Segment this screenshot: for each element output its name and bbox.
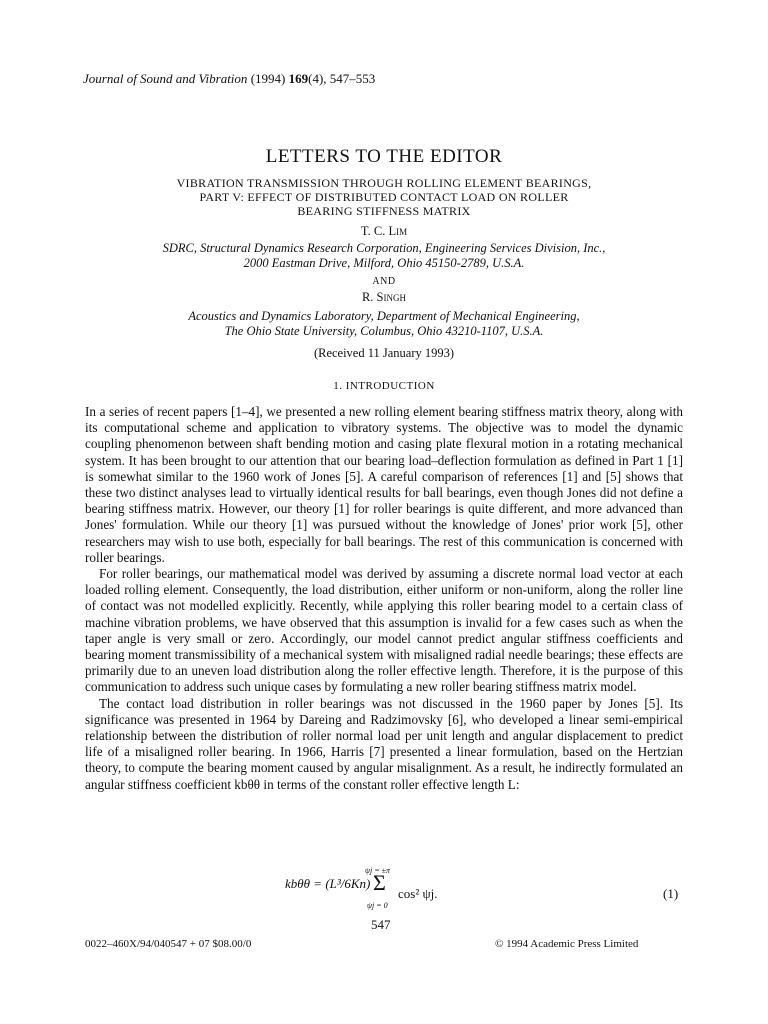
- summation-lower-limit: ψj = 0: [367, 901, 388, 910]
- received-date: (Received 11 January 1993): [313, 346, 455, 360]
- body-paragraph: In a series of recent papers [1–4], we presented a new rolling element bearing stiffness matrix theory, along with its computational scheme and application to vibratory systems. The objective was to model the dynamic coupling phenomenon between shaft bending motion and casing plate flexural motion in a rotating mechanical system. It has been brought to our attention that our bearing load–deflection formulation as defined in Part 1 [1] is somewhat similar to the 1960 work of Jones [5]. A careful comparison of references [1] and [5] shows that these two distinct analyses lead to virtually identical results for ball bearings, even though Jones did not define a bearing stiffness matrix. However, our theory [1] for roller bearings is quite different, and more advanced than Jones' formulation. While our theory [1] was pursued without the knowledge of Jones' prior work [5], other researchers may wish to use both, especially for ball bearings. The rest of this communication is concerned with roller bearings.: [85, 404, 683, 565]
- body-paragraph: The contact load distribution in roller bearings was not discussed in the 1960 paper by Jones [5]. Its significance was presented in 1964 by Dareing and Radzimovsky [6], who developed a linear semi-empirical relationship between the distribution of roller normal load per unit length and angular displacement to predict life of a misaligned roller bearing. In 1966, Harris [7] presented a linear formulation, based on the Hertzian theory, to compute the bearing moment caused by angular misalignment. As a result, he indirectly formulated an angular stiffness coefficient kbθθ in terms of the constant roller effective length L:: [85, 695, 683, 792]
- summation-symbol: Σ: [373, 870, 386, 895]
- journal-issue-pages: (4), 547–553: [308, 71, 376, 86]
- affiliation-line: SDRC, Structural Dynamics Research Corporation, Engineering Services Division, Inc.,: [162, 241, 606, 255]
- title-line: VIBRATION TRANSMISSION THROUGH ROLLING ELEMENT BEARINGS,: [176, 176, 592, 190]
- body-paragraph: For roller bearings, our mathematical model was derived by assuming a discrete normal load vector at each loaded rolling element. Consequently, the load distribution, either uniform or non-uniform, along the roller line of contact was not modelled explicitly. Recently, while applying this roller bearing model to a certain class of machine vibration problems, we have observed that this assumption is invalid for a few cases such as when the taper angle is very small or zero. Accordingly, our model cannot predict angular stiffness coefficients and bearing moment transmissibility of a mechanical system with misaligned radial needle bearings; these effects are primarily due to an uneven load distribution along the roller effective length. Therefore, it is the purpose of this communication to address such unique cases by formulating a new roller bearing stiffness matrix model.: [85, 566, 683, 695]
- affiliation-line: 2000 Eastman Drive, Milford, Ohio 45150-2789, U.S.A.: [243, 256, 525, 270]
- journal-citation: [83, 71, 375, 87]
- equation-rhs: cos² ψj.: [398, 886, 438, 901]
- article-body: [85, 404, 683, 793]
- section-heading: LETTERS TO THE EDITOR: [265, 146, 503, 167]
- title-line: PART V: EFFECT OF DISTRIBUTED CONTACT LOAD ON ROLLER: [199, 190, 569, 204]
- journal-name: Journal of Sound and Vibration: [83, 71, 248, 86]
- author-name: R. Singh: [361, 290, 407, 304]
- affiliation-line: The Ohio State University, Columbus, Ohio 43210-1107, U.S.A.: [224, 324, 544, 338]
- footer-code: 0022–460X/94/040547 + 07 $08.00/0: [85, 938, 252, 950]
- introduction-heading: 1. INTRODUCTION: [333, 380, 435, 392]
- equation-number: (1): [663, 886, 679, 901]
- summation-upper-limit: ψj = ±π: [365, 866, 390, 875]
- affiliation-line: Acoustics and Dynamics Laboratory, Department of Mechanical Engineering,: [188, 309, 580, 323]
- author-name: T. C. Lim: [360, 224, 408, 238]
- title-line: BEARING STIFFNESS MATRIX: [297, 204, 471, 218]
- journal-year: (1994): [250, 71, 286, 86]
- equation-lhs: kbθθ = (L³/6Kn): [285, 876, 371, 891]
- article-title: [0, 176, 768, 218]
- journal-volume: 169: [288, 71, 309, 86]
- author-affiliation: [0, 241, 768, 271]
- and-separator: AND: [372, 276, 396, 287]
- footer-copyright: © 1994 Academic Press Limited: [495, 938, 639, 950]
- page-number: 547: [371, 917, 391, 932]
- author-affiliation: [0, 309, 768, 339]
